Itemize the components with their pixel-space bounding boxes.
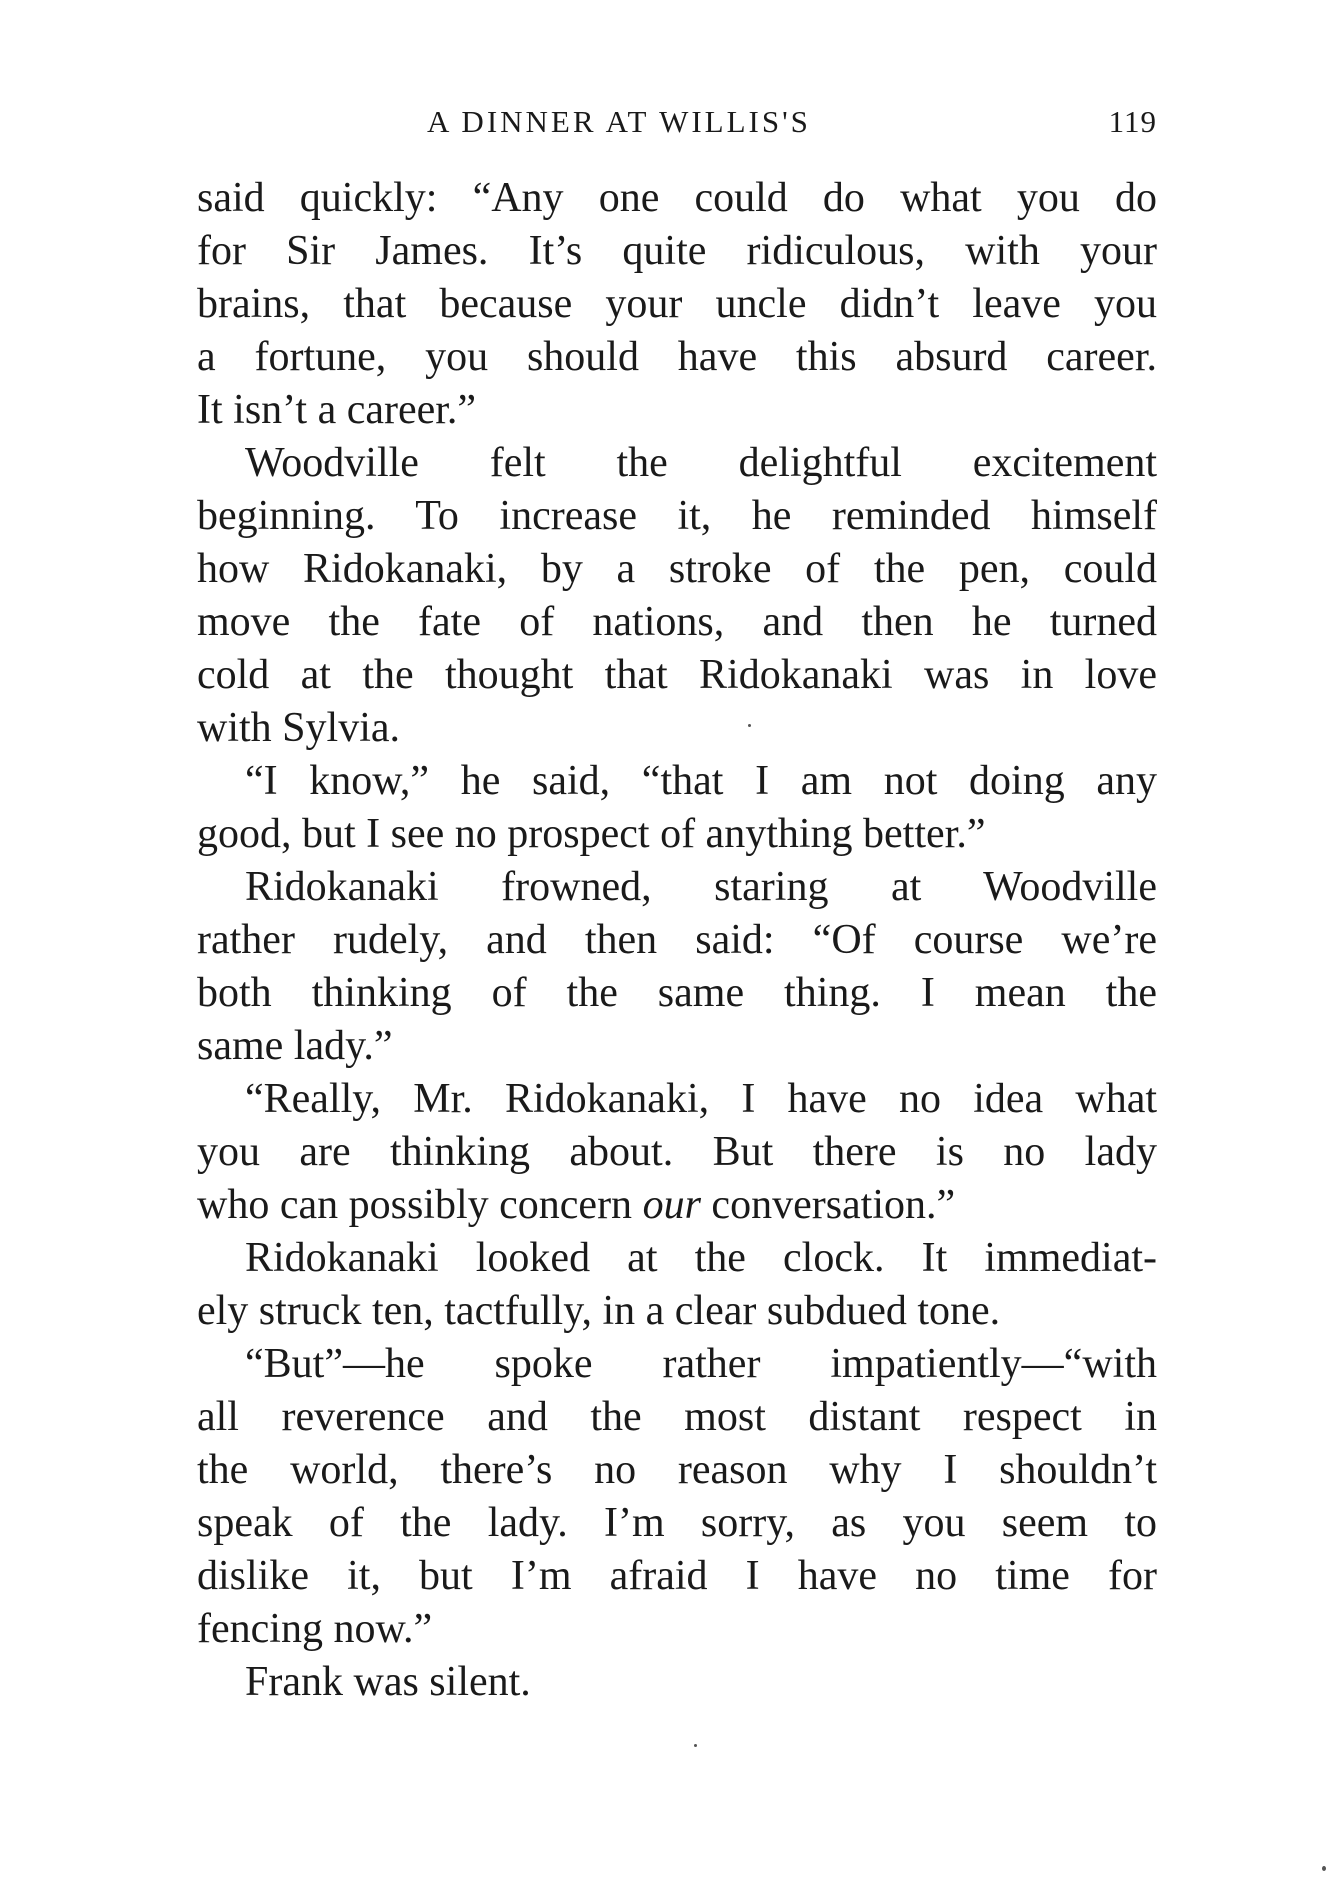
text-line: Frank was silent. — [245, 1659, 531, 1705]
text-line: for Sir James. It’s quite ridiculous, with your — [197, 228, 1157, 274]
text-line: both thinking of the same thing. I mean the — [197, 970, 1157, 1016]
text-line: It isn’t a career.” — [197, 387, 477, 433]
running-head — [197, 104, 1157, 154]
text-line: dislike it, but I’m afraid I have no time for — [197, 1553, 1157, 1599]
text-line: Woodville felt the delightful excitement — [245, 440, 1157, 486]
text-line: same lady.” — [197, 1023, 393, 1069]
text-line: good, but I see no prospect of anything better.” — [197, 811, 986, 857]
running-title: A DINNER AT WILLIS'S — [427, 104, 811, 139]
text-line: brains, that because your uncle didn’t leave you — [197, 281, 1157, 327]
text-line: with Sylvia. — [197, 705, 401, 751]
text-line: who can possibly concern our conversation.” — [197, 1182, 956, 1228]
text-line: “But”—he spoke rather impatiently—“with — [245, 1341, 1157, 1387]
text-line: “I know,” he said, “that I am not doing any — [245, 758, 1157, 804]
text-line: rather rudely, and then said: “Of course we’re — [197, 917, 1157, 963]
print-speck — [1322, 1866, 1326, 1871]
text-line: speak of the lady. I’m sorry, as you seem to — [197, 1500, 1157, 1546]
text-line: Ridokanaki looked at the clock. It immediat- — [245, 1235, 1157, 1281]
page-number: 119 — [1108, 104, 1157, 139]
text-line: Ridokanaki frowned, staring at Woodville — [245, 864, 1157, 910]
text-line: beginning. To increase it, he reminded himself — [197, 493, 1157, 539]
print-speck — [694, 1744, 697, 1747]
print-speck — [748, 724, 751, 727]
text-line: the world, there’s no reason why I shouldn’t — [197, 1447, 1157, 1493]
text-line: a fortune, you should have this absurd career. — [197, 334, 1157, 380]
text-line: you are thinking about. But there is no lady — [197, 1129, 1157, 1175]
text-line: “Really, Mr. Ridokanaki, I have no idea what — [245, 1076, 1157, 1122]
text-line: fencing now.” — [197, 1606, 433, 1652]
text-line: said quickly: “Any one could do what you do — [197, 175, 1157, 221]
text-line: cold at the thought that Ridokanaki was in love — [197, 652, 1157, 698]
body-text — [197, 172, 1157, 1709]
text-line: ely struck ten, tactfully, in a clear subdued tone. — [197, 1288, 1001, 1334]
text-line: move the fate of nations, and then he turned — [197, 599, 1157, 645]
text-line: how Ridokanaki, by a stroke of the pen, could — [197, 546, 1157, 592]
text-line: all reverence and the most distant respect in — [197, 1394, 1157, 1440]
